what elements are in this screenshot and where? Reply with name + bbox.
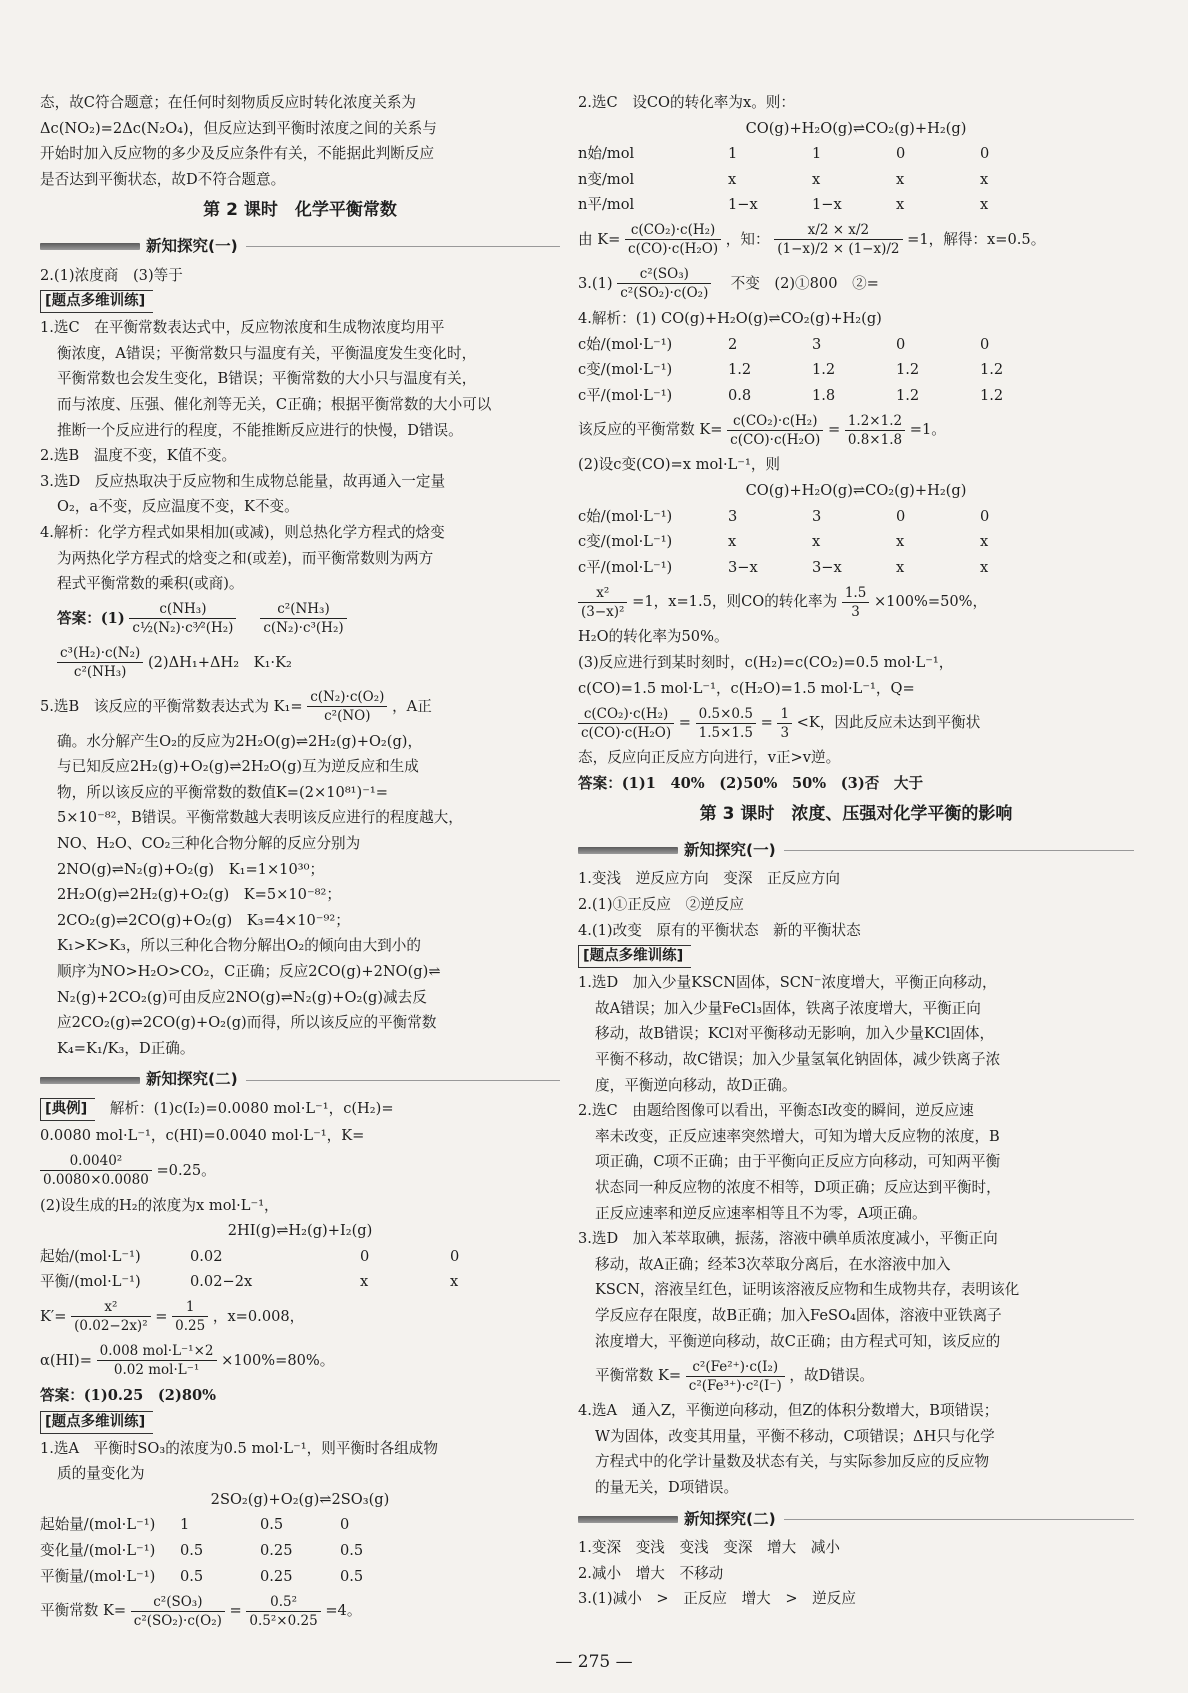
right-column — [578, 90, 1134, 1612]
chemical-equation: CO(g)+H₂O(g)⇌CO₂(g)+H₂(g) — [661, 309, 882, 327]
numerator: c(NH₃) — [129, 600, 236, 619]
denominator: c(CO)·c(H₂O) — [730, 431, 821, 448]
answer-line: K₄=K₁/K₃，D正确。 — [57, 1039, 195, 1057]
answer-line: 答案：(1)1 40% (2)50% 50% (3)否 大于 — [578, 774, 924, 792]
section-rule — [246, 1080, 560, 1081]
answer-line: 1.选C 在平衡常数表达式中，反应物浓度和生成物浓度均用平 — [40, 319, 445, 337]
table-cell: c始/(mol·L⁻¹) — [578, 507, 673, 525]
answer-text: 由 K= — [578, 230, 621, 248]
table-cell: 0 — [340, 1516, 350, 1534]
exercise-tag: [题点多维训练] — [578, 945, 691, 968]
text-line: 3.(1)减小 > 正反应 增大 > 逆反应 — [578, 1590, 856, 1608]
table-cell: x — [896, 196, 905, 214]
numerator: c(N₂)·c(O₂) — [307, 688, 387, 707]
answer-text: ，A正 — [392, 697, 432, 715]
answer-text: =1，解得：x=0.5。 — [907, 230, 1046, 248]
section-bar — [578, 847, 678, 854]
answer-text: = — [155, 1307, 168, 1325]
table-cell: 0 — [980, 335, 990, 353]
numerator: 1 — [777, 705, 792, 724]
answer-line: 0.0080 mol·L⁻¹，c(HI)=0.0040 mol·L⁻¹，K= — [40, 1127, 365, 1144]
fraction — [625, 221, 721, 258]
answer-text: 不变 (2)①800 ②= — [716, 274, 879, 292]
answer-line: (3)反应进行到某时刻时，c(H₂)=c(CO₂)=0.5 mol·L⁻¹， — [578, 653, 954, 671]
denominator: (1−x)/2 × (1−x)/2 — [777, 241, 900, 258]
answer-formula-line — [40, 1339, 560, 1383]
answer-text: = — [827, 421, 841, 439]
numerator: c³(H₂)·c(N₂) — [57, 644, 143, 663]
answer-line: 程式平衡常数的乘积(或商)。 — [57, 575, 244, 593]
answer-line: W为固体，改变其用量，平衡不移动，C项错误；ΔH只与化学 — [595, 1427, 995, 1445]
text-line: 2.(1)①正反应 ②逆反应 — [578, 896, 744, 914]
section-bar — [40, 1077, 140, 1084]
chemical-equation: CO(g)+H₂O(g)⇌CO₂(g)+H₂(g) — [745, 119, 967, 137]
table-cell: 1−x — [812, 196, 842, 214]
table-cell: 0.5 — [340, 1541, 364, 1559]
equilibrium-table — [578, 141, 1134, 218]
table-cell: 1.2 — [980, 386, 1004, 404]
table-cell: 0.02−2x — [190, 1273, 253, 1291]
section-header — [40, 234, 560, 260]
answer-line: 1.选D 加入少量KSCN固体，SCN⁻浓度增大，平衡正向移动， — [578, 974, 997, 992]
table-cell: n始/mol — [578, 145, 635, 163]
table-cell: x — [896, 170, 905, 188]
numerator: x/2 × x/2 — [774, 221, 902, 240]
section-rule — [784, 1519, 1134, 1520]
answer-text: 5.选B 该反应的平衡常数表达式为 K₁= — [40, 697, 303, 715]
answer-text: ，知： — [725, 230, 770, 248]
table-cell: 0.25 — [260, 1541, 293, 1559]
section-title: 新知探究(二) — [146, 1070, 238, 1089]
table-cell: x — [896, 533, 905, 551]
answer-line: 3.选D 反应热取决于反应物和生成物总能量，故再通入一定量 — [40, 472, 446, 490]
answer-line: 而与浓度、压强、催化剂等无关，C正确；根据平衡常数的大小可以 — [57, 395, 492, 413]
denominator: 0.8×1.8 — [847, 431, 903, 448]
answer-formula-line — [40, 685, 560, 729]
answer-line: NO、H₂O、CO₂三种化合物分解的反应分别为 — [57, 835, 361, 853]
answer-text: (2)ΔH₁+ΔH₂ K₁·K₂ — [147, 653, 292, 671]
table-cell: 1.2 — [980, 361, 1004, 379]
answer-line — [578, 306, 1134, 332]
table-cell: 0 — [450, 1247, 460, 1265]
fraction — [260, 600, 346, 637]
equilibrium-table — [40, 1244, 560, 1295]
table-cell: c变/(mol·L⁻¹) — [578, 533, 673, 551]
text-line: 2.(1)浓度商 (3)等于 — [40, 266, 183, 284]
fraction — [696, 705, 756, 742]
numerator: 0.5² — [246, 1593, 320, 1612]
chemical-equation: CO(g)+H₂O(g)⇌CO₂(g)+H₂(g) — [745, 481, 967, 499]
answer-line: c(CO)=1.5 mol·L⁻¹，c(H₂O)=1.5 mol·L⁻¹，Q= — [578, 679, 915, 697]
answer-text: 平衡常数 K= — [40, 1602, 127, 1620]
answer-text: =0.25。 — [156, 1161, 216, 1179]
denominator: 0.5²×0.25 — [249, 1612, 318, 1629]
table-cell: c始/(mol·L⁻¹) — [578, 335, 673, 353]
table-cell — [270, 1269, 360, 1295]
answer-line: 确。水分解产生O₂的反应为2H₂O(g)⇌2H₂(g)+O₂(g)， — [57, 732, 423, 750]
table-cell: 0 — [896, 335, 906, 353]
fraction — [777, 705, 792, 742]
answer-text: = — [760, 714, 773, 732]
answer-text: K′= — [40, 1307, 67, 1325]
chemical-equation: 2HI(g)⇌H₂(g)+I₂(g) — [227, 1222, 373, 1240]
table-cell: 1.2 — [896, 386, 920, 404]
exercise-tag: [题点多维训练] — [40, 290, 153, 313]
denominator: 0.25 — [175, 1318, 206, 1335]
answer-text: ，x=0.008， — [212, 1307, 305, 1325]
fraction — [842, 584, 869, 621]
answer-line: (2)设生成的H₂的浓度为x mol·L⁻¹， — [40, 1196, 279, 1214]
table-cell: x — [812, 170, 821, 188]
answer-text: ×100%=80%。 — [221, 1351, 335, 1369]
answer-line: 3.选D 加入苯萃取碘，振荡，溶液中碘单质浓度减小，平衡正向 — [578, 1230, 998, 1248]
answer-line: 正反应速率和逆反应速率相等且不为零，A项正确。 — [595, 1204, 927, 1222]
numerator: 1 — [172, 1298, 208, 1317]
numerator: c²(SO₃) — [617, 265, 711, 284]
denominator: c²(Fe³⁺)·c²(I⁻) — [688, 1377, 782, 1394]
answer-line: 率未改变，正反应速率突然增大，可知为增大反应物的浓度，B — [595, 1127, 1000, 1145]
answer-line: O₂，a不变，反应温度不变，K不变。 — [57, 498, 299, 516]
table-cell: 起始/(mol·L⁻¹) — [40, 1247, 141, 1265]
fraction — [617, 265, 711, 302]
denominator: 3 — [780, 724, 790, 741]
answer-line: 4.解析：化学方程式如果相加(或减)，则总热化学方程式的焓变 — [40, 523, 445, 541]
answer-line: 为两热化学方程式的焓变之和(或差)，而平衡常数则为两方 — [57, 549, 434, 567]
answer-formula-line — [40, 1589, 560, 1633]
numerator: c(CO₂)·c(H₂) — [727, 412, 823, 431]
section-title: 新知探究(一) — [146, 236, 238, 255]
fraction — [40, 1152, 152, 1189]
table-cell: x — [450, 1273, 459, 1291]
answer-line: 4.选A 通入Z，平衡逆向移动，但Z的体积分数增大，B项错误； — [578, 1402, 999, 1420]
fraction — [578, 705, 674, 742]
numerator: c²(NH₃) — [260, 600, 346, 619]
table-cell: x — [360, 1273, 369, 1291]
denominator: c(CO)·c(H₂O) — [581, 724, 672, 741]
text-line: 1.变浅 逆反应方向 变深 正反应方向 — [578, 870, 841, 888]
section-rule — [246, 246, 560, 247]
fraction — [727, 412, 823, 449]
answer-line: 衡浓度，A错误；平衡常数只与温度有关，平衡温度发生变化时， — [57, 344, 477, 362]
answer-line — [40, 1096, 560, 1123]
section-rule — [784, 850, 1134, 851]
answer-line: 与已知反应2H₂(g)+O₂(g)⇌2H₂O(g)互为逆反应和生成 — [57, 758, 419, 776]
table-cell: 1.2 — [812, 361, 836, 379]
table-cell: 0.5 — [260, 1516, 284, 1534]
table-cell: x — [980, 533, 989, 551]
table-cell: 0.02 — [190, 1247, 223, 1265]
fraction — [129, 600, 236, 637]
text-line: 2.减小 增大 不移动 — [578, 1564, 724, 1582]
lesson-title: 第 2 课时 化学平衡常数 — [203, 200, 397, 221]
numerator: 0.0040² — [40, 1152, 152, 1171]
table-cell: 1−x — [728, 196, 758, 214]
answer-line: 物，所以该反应的平衡常数的数值K=(2×10⁸¹)⁻¹= — [57, 783, 388, 801]
table-cell: 0 — [980, 507, 990, 525]
answer-formula-line — [578, 218, 1134, 262]
text-line: 态，故C符合题意；在任何时刻物质反应时转化浓度关系为 — [40, 94, 417, 111]
section-title: 新知探究(二) — [684, 1509, 776, 1528]
table-cell — [270, 1244, 360, 1270]
table-cell: 0 — [360, 1247, 370, 1265]
answer-text: <K，因此反应未达到平衡状 — [796, 714, 981, 732]
answer-formula-line — [40, 1295, 560, 1339]
fraction — [97, 1342, 217, 1379]
table-cell: c平/(mol·L⁻¹) — [578, 558, 673, 576]
table-cell: x — [896, 558, 905, 576]
answer-line: 项正确，C项不正确；由于平衡向正反应方向移动，可知两平衡 — [595, 1153, 1001, 1171]
answer-line: 度，平衡逆向移动，故D正确。 — [595, 1076, 797, 1094]
table-cell: n平/mol — [578, 196, 635, 214]
denominator: 3 — [851, 603, 860, 620]
table-cell: x — [728, 533, 737, 551]
table-cell: 0.5 — [180, 1541, 204, 1559]
answer-line: 2.选C 设CO的转化率为x。则： — [578, 94, 795, 111]
fraction — [774, 221, 902, 258]
denominator: 1.5×1.5 — [698, 724, 753, 741]
answer-line: 方程式中的化学计量数及状态有关，与实际参加反应的反应物 — [595, 1453, 990, 1471]
answer-line: 的量无关，D项错误。 — [595, 1478, 739, 1496]
denominator: c½(N₂)·c³⁄²(H₂) — [132, 620, 234, 637]
table-cell: 3 — [812, 335, 822, 353]
answer-line: 质的量变化为 — [57, 1465, 145, 1483]
answer-label: 答案：(1) — [57, 609, 125, 627]
answer-text: 解析：(1)c(I₂)=0.0080 mol·L⁻¹，c(H₂)= — [95, 1100, 394, 1117]
table-cell: 0.5 — [340, 1567, 364, 1585]
answer-line: 5×10⁻⁸²，B错误。平衡常数越大表明该反应进行的程度越大， — [57, 809, 463, 827]
answer-line: (2)设c变(CO)=x mol·L⁻¹，则 — [578, 456, 781, 474]
fraction — [57, 644, 143, 681]
fraction — [172, 1298, 208, 1335]
section-bar — [578, 1516, 678, 1523]
denominator: (0.02−2x)² — [74, 1318, 148, 1335]
section-header — [40, 1067, 560, 1093]
equilibrium-table — [40, 1512, 560, 1589]
answer-line: K₁>K>K₃，所以三种化合物分解出O₂的倾向由大到小的 — [57, 937, 421, 955]
answer-formula-line — [40, 1149, 560, 1193]
denominator: c²(NH₃) — [73, 664, 127, 681]
answer-line: 2.选C 由题给图像可以看出，平衡态Ⅰ改变的瞬间，逆反应速 — [578, 1102, 974, 1120]
answer-line: N₂(g)+2CO₂(g)可由反应2NO(g)⇌N₂(g)+O₂(g)减去反 — [57, 988, 427, 1006]
answer-line: 应2CO₂(g)⇌2CO(g)+O₂(g)而得，所以该反应的平衡常数 — [57, 1014, 437, 1032]
answer-line: 故A错误；加入少量FeCl₃固体，铁离子浓度增大，平衡正向 — [595, 999, 981, 1017]
table-cell: 3 — [812, 507, 822, 525]
table-cell: 1.2 — [728, 361, 752, 379]
answer-text: ，故D错误。 — [789, 1367, 875, 1385]
answer-line: 移动，故A正确；经苯3次萃取分离后，在水溶液中加入 — [595, 1255, 951, 1273]
answer-line: KSCN，溶液呈红色，证明该溶液反应物和生成物共存，表明该化 — [595, 1281, 1020, 1299]
fraction — [845, 412, 905, 449]
numerator: c²(Fe²⁺)·c(I₂) — [686, 1358, 785, 1377]
fraction — [246, 1593, 320, 1630]
denominator: (3−x)² — [581, 603, 625, 620]
table-cell: 0 — [896, 145, 906, 163]
answer-line: 学反应存在限度，故B正确；加入FeSO₄固体，溶液中亚铁离子 — [595, 1306, 1002, 1324]
answer-line: 顺序为NO>H₂O>CO₂，C正确；反应2CO(g)+2NO(g)⇌ — [57, 963, 441, 981]
answer-line: 浓度增大，平衡逆向移动，故C正确；由方程式可知，该反应的 — [595, 1332, 1001, 1350]
answer-text: 该反应的平衡常数 K= — [578, 421, 723, 439]
table-cell: 1.8 — [812, 386, 836, 404]
answer-formula-line — [578, 262, 1134, 306]
denominator: c²(SO₂)·c(O₂) — [620, 285, 709, 302]
answer-line: 平衡常数也会发生变化，B错误；平衡常数的大小只与温度有关， — [57, 370, 477, 388]
table-cell: 0 — [980, 145, 990, 163]
table-cell: x — [980, 170, 989, 188]
table-cell: x — [980, 196, 989, 214]
lesson-title: 第 3 课时 浓度、压强对化学平衡的影响 — [699, 804, 1013, 825]
answer-formula-line — [578, 408, 1134, 452]
answer-line: 2NO(g)⇌N₂(g)+O₂(g) K₁=1×10³⁰； — [57, 860, 325, 878]
denominator: c²(SO₂)·c(O₂) — [133, 1612, 222, 1629]
answer-line: 推断一个反应进行的程度，不能推断反应进行的快慢，D错误。 — [57, 421, 463, 439]
table-cell: 1 — [180, 1516, 190, 1534]
table-cell: 起始量/(mol·L⁻¹) — [40, 1516, 156, 1534]
equilibrium-table — [578, 504, 1134, 581]
answer-formula-line — [578, 701, 1134, 745]
text-line: 4.(1)改变 原有的平衡状态 新的平衡状态 — [578, 921, 861, 939]
table-cell: 0.5 — [180, 1567, 204, 1585]
numerator: c(CO₂)·c(H₂) — [625, 221, 721, 240]
exercise-tag: [题点多维训练] — [40, 1411, 153, 1434]
answer-line: 2CO₂(g)⇌2CO(g)+O₂(g) K₃=4×10⁻⁹²； — [57, 911, 350, 929]
table-cell: 3 — [728, 507, 738, 525]
answer-formula-line — [578, 1354, 1134, 1398]
table-cell: 0.25 — [260, 1567, 293, 1585]
table-cell: 1 — [812, 145, 822, 163]
answer-text: α(HI)= — [40, 1351, 92, 1369]
fraction — [131, 1593, 225, 1630]
table-cell: 0 — [896, 507, 906, 525]
answer-line: 移动，故B错误；KCl对平衡移动无影响，加入少量KCl固体， — [595, 1025, 995, 1043]
text-line: 是否达到平衡状态，故D不符合题意。 — [40, 170, 286, 188]
numerator: x² — [578, 584, 627, 603]
table-cell: 平衡/(mol·L⁻¹) — [40, 1273, 141, 1291]
table-cell: 1.2 — [896, 361, 920, 379]
table-cell: 3−x — [812, 558, 842, 576]
answer-text: ×100%=50%， — [873, 593, 988, 611]
denominator: c²(NO) — [324, 708, 371, 725]
table-cell: 0.8 — [728, 386, 752, 404]
answer-text: 4.解析：(1) — [578, 309, 657, 327]
text-line: 1.变深 变浅 变浅 变深 增大 减小 — [578, 1539, 841, 1557]
numerator: 1.2×1.2 — [845, 412, 905, 431]
numerator: x² — [71, 1298, 151, 1317]
equilibrium-table — [578, 332, 1134, 409]
answer-line: 2.选B 温度不变，K值不变。 — [40, 447, 237, 465]
answer-formula-line — [40, 641, 560, 685]
answer-line: 2H₂O(g)⇌2H₂(g)+O₂(g) K=5×10⁻⁸²； — [57, 886, 341, 904]
table-cell: x — [728, 170, 737, 188]
text-line: 开始时加入反应物的多少及反应条件有关，不能据此判断反应 — [40, 145, 435, 163]
answer-line: 答案：(1)0.25 (2)80% — [40, 1386, 217, 1404]
answer-line: 态，反应向正反应方向进行，v正>v逆。 — [578, 749, 841, 767]
section-header — [578, 838, 1134, 864]
example-tag: [典例] — [40, 1098, 95, 1121]
answer-text: =1，x=1.5，则CO的转化率为 — [632, 593, 838, 611]
table-cell: 1 — [728, 145, 738, 163]
table-cell: 平衡量/(mol·L⁻¹) — [40, 1567, 156, 1585]
chemical-equation: 2SO₂(g)+O₂(g)⇌2SO₃(g) — [210, 1490, 390, 1508]
answer-line: 1.选A 平衡时SO₃的浓度为0.5 mol·L⁻¹，则平衡时各组成物 — [40, 1439, 438, 1457]
section-bar — [40, 243, 140, 250]
denominator: 0.02 mol·L⁻¹ — [113, 1362, 200, 1379]
answer-text: =4。 — [325, 1602, 362, 1620]
answer-text: 3.(1) — [578, 274, 613, 292]
table-cell: x — [812, 533, 821, 551]
answer-line: 状态同一种反应物的浓度不相等，D项正确；反应达到平衡时， — [595, 1179, 1001, 1196]
fraction — [578, 584, 627, 621]
denominator: c(CO)·c(H₂O) — [628, 241, 719, 258]
section-header — [578, 1507, 1134, 1533]
numerator: 0.5×0.5 — [696, 705, 756, 724]
table-cell: x — [980, 558, 989, 576]
answer-text: = — [229, 1602, 242, 1620]
table-cell: 变化量/(mol·L⁻¹) — [40, 1541, 156, 1559]
table-cell: c变/(mol·L⁻¹) — [578, 361, 673, 379]
denominator: c(N₂)·c³(H₂) — [263, 620, 344, 637]
fraction — [686, 1358, 785, 1395]
numerator: 1.5 — [842, 584, 869, 603]
table-cell: n变/mol — [578, 170, 635, 188]
answer-text: =1。 — [909, 421, 946, 439]
left-column — [40, 90, 560, 1633]
page-number: — 275 — — [555, 1652, 633, 1672]
fraction — [71, 1298, 151, 1335]
answer-text: = — [678, 714, 692, 732]
text-line: Δc(NO₂)=2Δc(N₂O₄)，但反应达到平衡时浓度之间的关系与 — [40, 119, 437, 137]
answer-line: 平衡不移动，故C错误；加入少量氢氧化钠固体，减少铁离子浓 — [595, 1051, 1001, 1069]
table-cell: c平/(mol·L⁻¹) — [578, 386, 673, 404]
answer-text: 平衡常数 K= — [595, 1367, 682, 1385]
answer-formula-line — [40, 597, 560, 641]
numerator: c(CO₂)·c(H₂) — [578, 705, 674, 724]
fraction — [307, 688, 387, 725]
table-cell: 2 — [728, 335, 738, 353]
numerator: 0.008 mol·L⁻¹×2 — [97, 1342, 217, 1361]
numerator: c²(SO₃) — [131, 1593, 225, 1612]
answer-line: H₂O的转化率为50%。 — [578, 628, 729, 646]
denominator: 0.0080×0.0080 — [43, 1172, 149, 1189]
answer-formula-line — [578, 580, 1134, 624]
section-title: 新知探究(一) — [684, 840, 776, 859]
table-cell: 3−x — [728, 558, 758, 576]
